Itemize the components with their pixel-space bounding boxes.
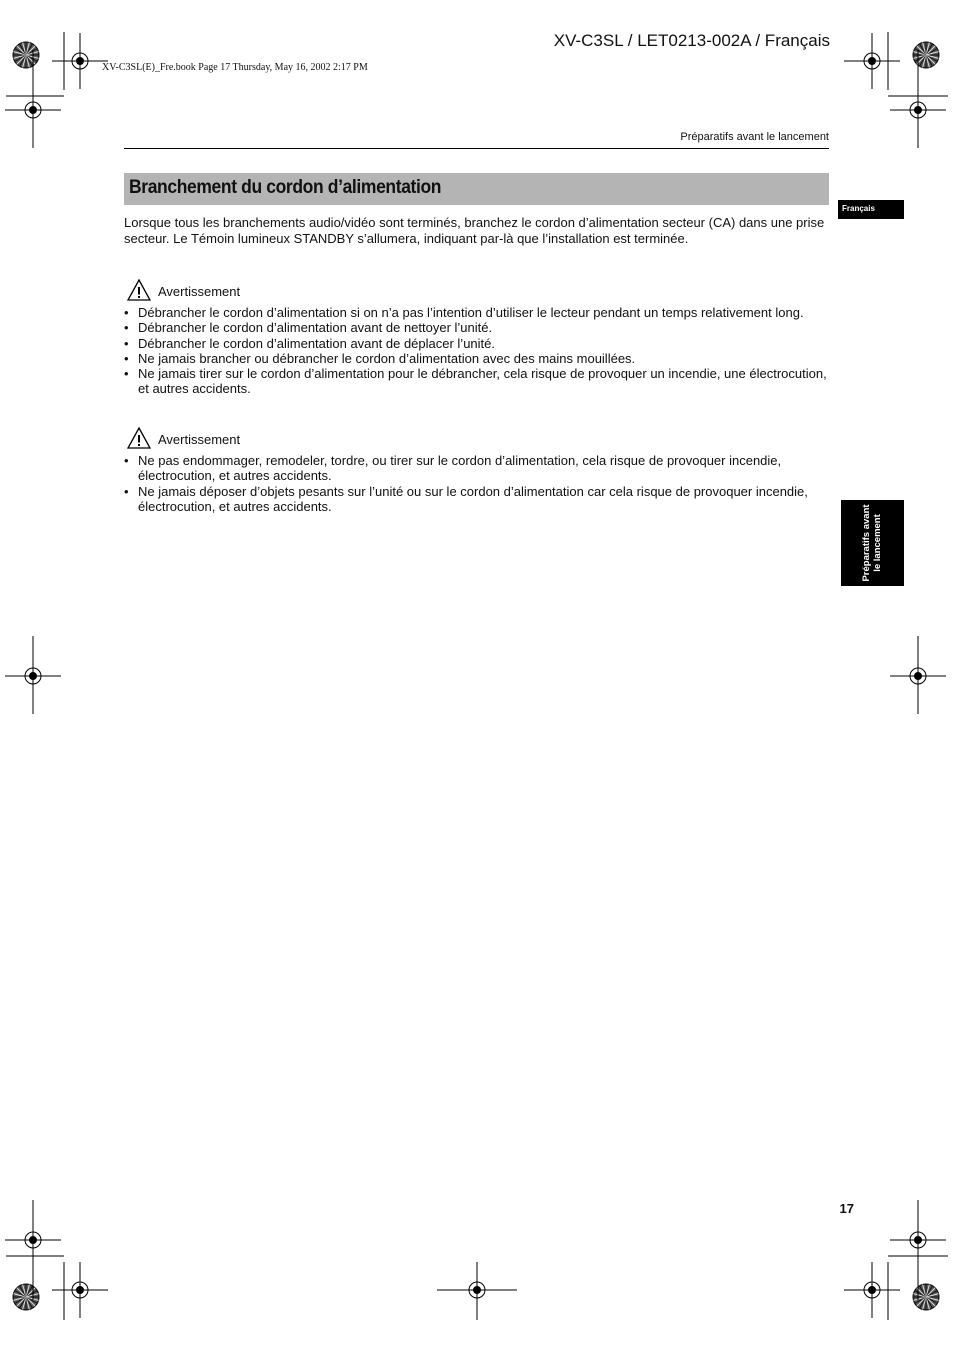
document-id: XV-C3SL / LET0213-002A / Français — [553, 31, 830, 50]
section-title: Branchement du cordon d’alimentation — [129, 177, 442, 198]
warning-list — [124, 453, 829, 514]
list-item: • Débrancher le cordon d’alimentation si on n’a pas l’intention d’utiliser le lecteur pendant un temps relativement long. — [124, 305, 829, 320]
registration-crosshair — [844, 33, 900, 89]
registration-crosshair — [844, 1262, 900, 1318]
warning-triangle-icon — [127, 279, 151, 301]
book-info-slug: XV-C3SL(E)_Fre.book Page 17 Thursday, May 16, 2002 2:17 PM — [102, 62, 368, 73]
running-header: Préparatifs avant le lancement — [680, 131, 829, 143]
header-rule — [124, 148, 829, 149]
chapter-tab-label — [861, 500, 883, 586]
language-tab — [838, 200, 904, 219]
section-title-bar — [124, 173, 829, 205]
list-item: • Ne pas endommager, remodeler, tordre, ou tirer sur le cordon d’alimentation, cela risque de provoquer incendie, électrocution, et autres accidents. — [124, 453, 829, 484]
registration-crosshair — [52, 1262, 108, 1318]
registration-starburst — [13, 42, 39, 68]
intro-paragraph: Lorsque tous les branchements audio/vidéo sont terminés, branchez le cordon d’alimentation secteur (CA) dans une prise secteur. Le Témoin lumineux STANDBY s’allumera, indiquant par-là que l’installation est terminée. — [124, 215, 825, 246]
registration-starburst — [13, 1284, 39, 1310]
list-item: • Ne jamais tirer sur le cordon d’alimentation pour le débrancher, cela risque de provoquer un incendie, une électrocution, et autres accidents. — [124, 366, 829, 397]
page-number: 17 — [839, 1201, 854, 1216]
list-item: • Débrancher le cordon d’alimentation avant de nettoyer l’unité. — [124, 320, 829, 335]
list-item: • Débrancher le cordon d’alimentation avant de déplacer l’unité. — [124, 336, 829, 351]
registration-starburst — [913, 42, 939, 68]
registration-starburst — [913, 1284, 939, 1310]
chapter-tab — [841, 500, 904, 586]
warning-triangle-icon — [127, 427, 151, 449]
chapter-tab-line-1: Préparatifs avant — [861, 504, 872, 582]
warning-label: Avertissement — [158, 284, 241, 299]
chapter-tab-line-2: le lancement — [872, 514, 883, 572]
language-tab-label: Français — [842, 204, 875, 213]
warning-label: Avertissement — [158, 432, 241, 447]
list-item: • Ne jamais brancher ou débrancher le cordon d’alimentation avec des mains mouillées. — [124, 351, 829, 366]
registration-crosshair — [52, 33, 108, 89]
warning-list — [124, 305, 829, 397]
list-item: • Ne jamais déposer d’objets pesants sur l’unité ou sur le cordon d’alimentation car cela risque de provoquer incendie, électrocution, et autres accidents. — [124, 484, 829, 515]
